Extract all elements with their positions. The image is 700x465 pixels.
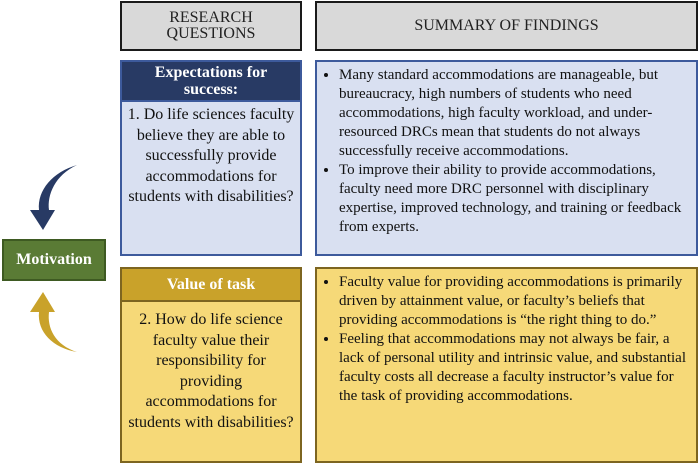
finding: • Feeling that accommodations may not always be fair, a lack of personal utility and intrinsic value, and substantial faculty costs all decrease a faculty instructor’s value for the task of providing accommodations. (339, 330, 692, 406)
header-label: RESEARCH QUESTIONS (166, 9, 256, 42)
finding: • To improve their ability to provide accommodations, faculty need more DRC personnel with disciplinary expertise, improved technology, and training or feedback from experts. (339, 161, 692, 237)
research-questions-header (120, 1, 302, 51)
expectations-title: Expectations for success: (122, 62, 300, 102)
value-title: Value of task (122, 269, 300, 302)
summary-header (315, 1, 698, 51)
up-arrow-icon (25, 290, 85, 360)
expectations-findings-box (315, 60, 698, 256)
value-findings-box (315, 267, 698, 463)
value-question: 2. How do life science faculty value their responsibility for providing accommodations for students with disabilities? (128, 311, 294, 431)
expectations-question: 1. Do life sciences faculty believe they are able to successfully provide accommodations for students with disabilities? (127, 106, 295, 205)
value-question-box (120, 267, 302, 463)
finding: • Faculty value for providing accommodations is primarily driven by attainment value, or faculty’s beliefs that providing accommodations is “the right thing to do.” (339, 273, 692, 330)
header-label: SUMMARY OF FINDINGS (414, 17, 599, 34)
motivation-label: Motivation (16, 251, 92, 268)
finding: • Many standard accommodations are manageable, but bureaucracy, high numbers of students who need accommodations, high faculty workload, and under-resourced DRCs mean that students do not always successfully receive accommodations. (339, 66, 692, 161)
motivation-box (2, 239, 106, 281)
down-arrow-icon (25, 160, 85, 235)
expectations-question-box (120, 60, 302, 256)
